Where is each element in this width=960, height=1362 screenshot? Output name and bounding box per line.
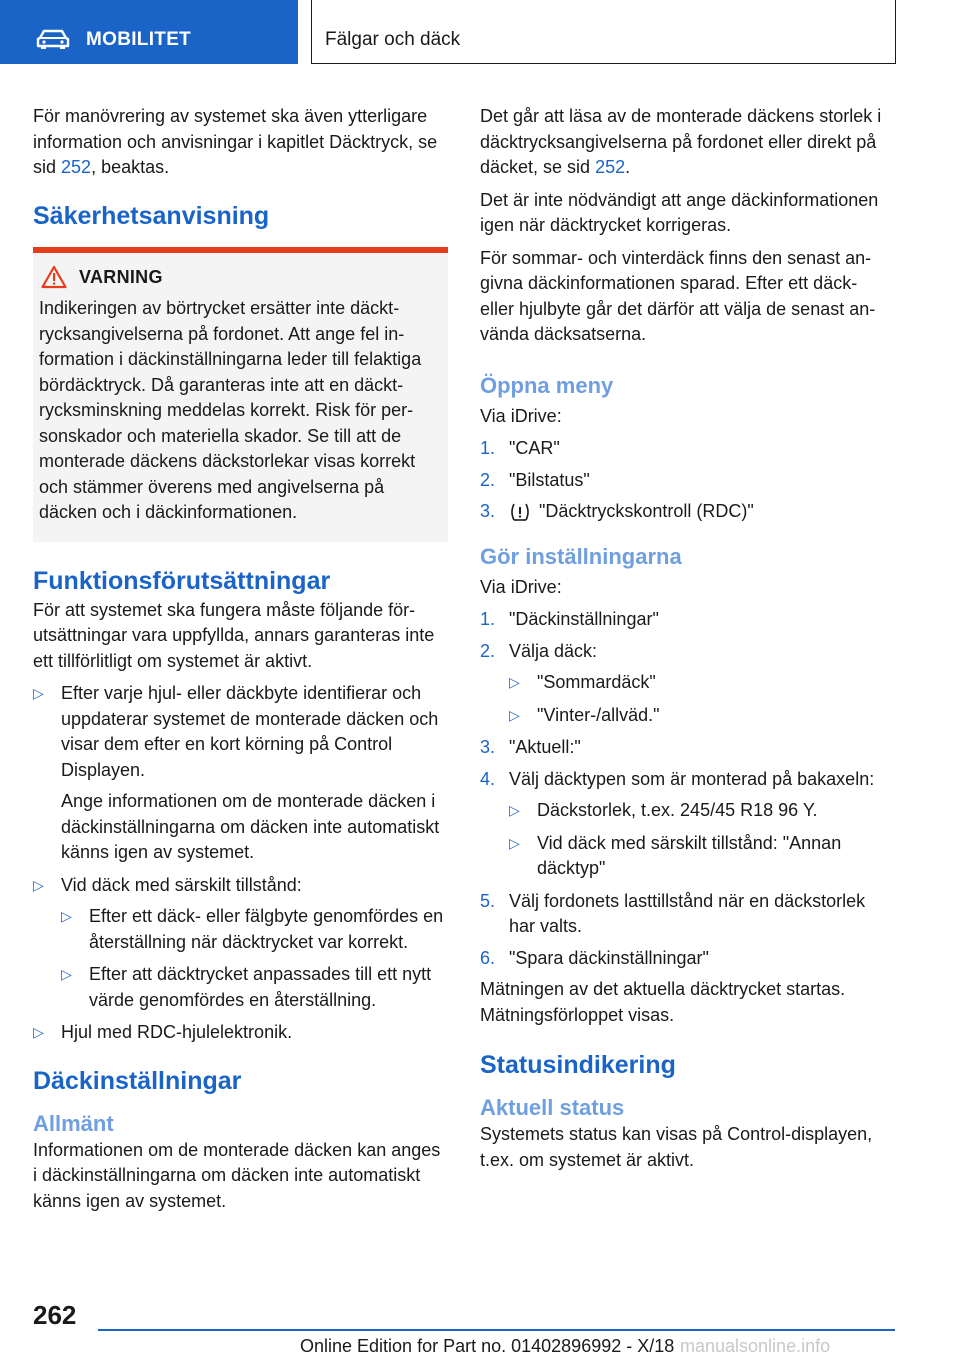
general-text: Informationen om de monterade däcken kan anges i däckinställningarna om däcken inte automatiskt känns igen av systemet. (33, 1139, 441, 1211)
list-item: ▷ Vid däck med särskilt tillstånd: ▷ Efter ett däck- eller fälgbyte genomfördes en återställning när däcktrycket var korrekt. ▷ Efter att däcktrycket anpassades till ett nytt värde genomfördes en återställning. (33, 873, 448, 1014)
settings-steps (480, 607, 895, 971)
prerequisites-text: För att systemet ska fungera måste följande förutsättningar vara uppfyllda, annars garanteras inte ett tillförlitligt om systemet är aktivt. (33, 599, 435, 671)
settings-heading: Däckinställningar (33, 1066, 242, 1095)
list-item: 1. "CAR" (480, 438, 560, 458)
general-heading: Allmänt (33, 1110, 114, 1136)
paragraph: Det är inte nödvändigt att ange däckinformationen igen när däcktrycket korrigeras. (480, 189, 879, 235)
warning-title: VARNING (79, 266, 163, 287)
page-link[interactable]: 252 (61, 157, 92, 177)
list-item: ▷ Vid däck med särskilt tillstånd: "Annan däcktyp" (509, 831, 895, 882)
measurement-text: Mätningen av det aktuella däcktrycket startas. Mätningsförloppet visas. (480, 979, 846, 1025)
list-item: ▷ "Vinter-/allväd." (509, 703, 895, 729)
list-item: 5. Välj fordonets lasttillstånd när en däckstorlek har valts. (480, 890, 866, 936)
prerequisites-heading: Funktionsförutsättningar (33, 566, 331, 595)
status-text: Systemets status kan visas på Control-displayen, t.ex. om systemet är aktivt. (480, 1124, 873, 1170)
warning-triangle-icon (41, 265, 67, 289)
list-item: 2. "Bilstatus" (480, 469, 590, 490)
via-idrive: Via iDrive: (480, 576, 562, 597)
section-tab (0, 0, 298, 64)
chapter-title: Fälgar och däck (325, 29, 461, 50)
list-item: 6. "Spara däckinställningar" (480, 947, 709, 968)
list-item: 1. "Däckinställningar" (480, 609, 659, 629)
page-link[interactable]: 252 (595, 157, 626, 177)
sub-list (509, 670, 895, 728)
prerequisites-list (33, 681, 448, 1046)
sub-list (61, 904, 448, 1013)
via-idrive: Via iDrive: (480, 405, 562, 426)
page-number: 262 (33, 1300, 77, 1330)
footer-divider (98, 1329, 895, 1331)
safety-heading: Säkerhetsanvisning (33, 201, 270, 230)
list-item: 3. "Aktuell:" (480, 737, 581, 757)
right-column (480, 104, 895, 1180)
list-item: ▷ Efter varje hjul- eller däckbyte identifierar och uppdaterar systemet de monterade däcken och visar dem efter en kort körning på Control Displayen. Ange informationen om de monterade däcken i däckinställningarna om däcken inte automatiskt känns igen av systemet. (33, 681, 448, 866)
make-settings-heading: Gör inställningarna (480, 543, 682, 569)
section-label: MOBILITET (86, 29, 192, 50)
car-icon (36, 29, 70, 49)
open-menu-heading: Öppna meny (480, 372, 614, 398)
warning-text: Indikeringen av börtrycket ersätter inte däcktrycksangivelserna på fordonet. Att ange fel information i däckinställningarna leder till felaktiga bördäcktryck. Då garanteras inte att en däcktrycksminskning meddelas korrekt. Risk för personskador och materiella skador. Se till att de monterade däckens däckstorlekar visas korrekt och stämmer överens med angivelserna på däcken och i däckinformationen. (39, 298, 422, 522)
sub-list (509, 798, 895, 882)
watermark: manualsonline.info (680, 1336, 831, 1356)
list-item: ▷ Efter ett däck- eller fälgbyte genomfördes en återställning när däcktrycket var korrekt. (61, 904, 448, 955)
size-paragraph: Det går att läsa av de monterade däckens storlek i däcktrycksangivelserna på fordonet eller direkt på däcket, se sid 252. (480, 106, 882, 177)
chapter-header (311, 0, 896, 64)
list-item: ▷ Efter att däcktrycket anpassades till ett nytt värde genomfördes en återställning. (61, 962, 448, 1013)
list-item: ▷ Däckstorlek, t.ex. 245/45 R18 96 Y. (509, 798, 895, 824)
tire-pressure-icon (509, 502, 531, 522)
left-column (33, 104, 448, 1221)
list-item: 2. Välja däck: ▷ "Sommardäck" ▷ "Vinter-/allväd." (480, 639, 895, 729)
list-item: 4. Välj däcktypen som är monterad på bakaxeln: ▷ Däckstorlek, t.ex. 245/45 R18 96 Y. ▷ Vid däck med särskilt tillstånd: "Annan däcktyp" (480, 767, 895, 882)
menu-steps (480, 436, 895, 525)
current-status-heading: Aktuell status (480, 1095, 625, 1120)
list-item: ▷ "Sommardäck" (509, 670, 895, 696)
paragraph: För sommar- och vinterdäck finns den senast angivna däckinformationen sparad. Efter ett däck- eller hjulbyte går det därför att välja de senast använda däcksatserna. (480, 247, 876, 344)
edition-text: Online Edition for Part no. 01402896992 - X/18 (300, 1336, 675, 1356)
warning-box (33, 247, 448, 542)
list-item: 3. "Däcktryckskontroll (RDC)" (480, 501, 754, 521)
intro-paragraph: För manövrering av systemet ska även ytterligare information och anvisningar i kapitlet Däcktryck, se sid 252, beaktas. (33, 106, 438, 177)
list-item: ▷ Hjul med RDC-hjulelektronik. (33, 1020, 448, 1046)
status-heading: Statusindikering (480, 1051, 676, 1079)
